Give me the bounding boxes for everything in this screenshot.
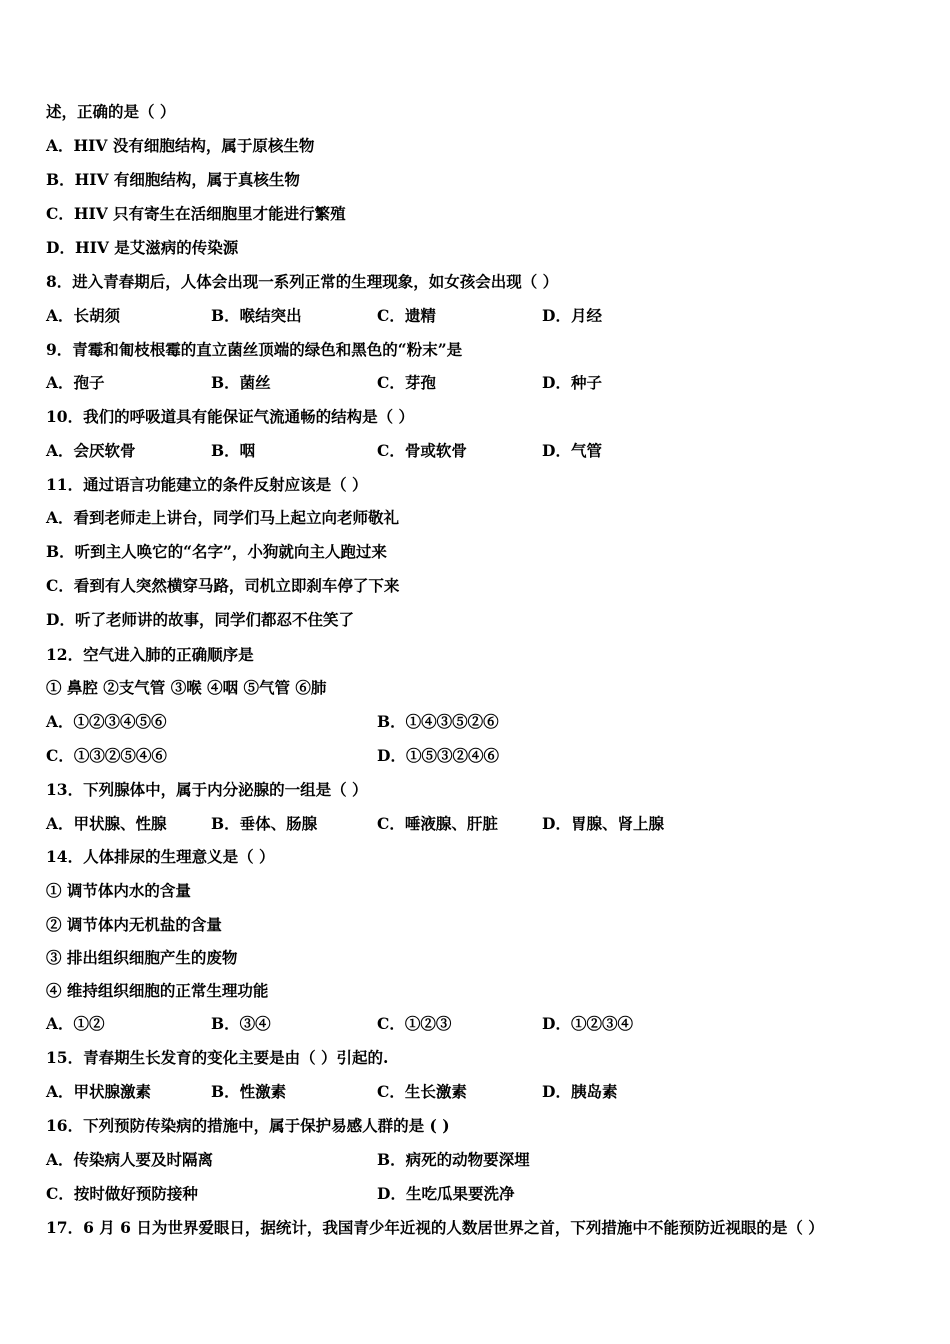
q15-option-b: B．性激素 [211,1082,287,1101]
q14-option-c: C．①②③ [377,1014,452,1033]
q12-option-c: C．①③②⑤④⑥ [46,746,167,765]
q7-option-d: D．HIV 是艾滋病的传染源 [46,238,239,257]
q13-stem: 13．下列腺体中，属于内分泌腺的一组是（ ） [46,780,368,799]
q8-option-c: C．遗精 [377,306,436,325]
q15-option-c: C．生长激素 [377,1082,467,1101]
q17-stem: 17．6 月 6 日为世界爱眼日，据统计，我国青少年近视的人数居世界之首，下列措施中不能预防近视眼的是（ ） [46,1218,824,1237]
q16-option-b: B．病死的动物要深埋 [377,1150,530,1169]
q8-option-b: B．喉结突出 [211,306,302,325]
q7-option-a: A．HIV 没有细胞结构，属于原核生物 [46,136,315,155]
q15-stem: 15．青春期生长发育的变化主要是由（ ）引起的. [46,1048,389,1067]
q12-option-d: D．①⑤③②④⑥ [377,746,499,765]
q16-option-c: C．按时做好预防接种 [46,1184,198,1203]
q10-stem: 10．我们的呼吸道具有能保证气流通畅的结构是（ ） [46,407,414,426]
q7-option-b: B．HIV 有细胞结构，属于真核生物 [46,170,300,189]
q14-statement-3: ③ 排出组织细胞产生的废物 [46,948,238,967]
q14-statement-2: ② 调节体内无机盐的含量 [46,915,222,934]
q13-option-a: A．甲状腺、性腺 [46,814,167,833]
q7-stem-tail: 述，正确的是（ ） [46,102,176,121]
q12-list: ① 鼻腔 ②支气管 ③喉 ④咽 ⑤气管 ⑥肺 [46,678,327,697]
q14-option-a: A．①② [46,1014,105,1033]
q12-option-b: B．①④③⑤②⑥ [377,712,499,731]
q12-option-a: A．①②③④⑤⑥ [46,712,167,731]
q14-statement-4: ④ 维持组织细胞的正常生理功能 [46,981,269,1000]
q14-option-d: D．①②③④ [542,1014,633,1033]
q10-option-b: B．咽 [211,441,256,460]
q9-option-c: C．芽孢 [377,373,436,392]
q9-option-b: B．菌丝 [211,373,271,392]
q15-option-a: A．甲状腺激素 [46,1082,152,1101]
q13-option-b: B．垂体、肠腺 [211,814,318,833]
q8-stem: 8．进入青春期后，人体会出现一系列正常的生理现象，如女孩会出现（ ） [46,272,559,291]
q14-stem: 14．人体排尿的生理意义是（ ） [46,847,275,866]
q16-stem: 16．下列预防传染病的措施中，属于保护易感人群的是 ( ) [46,1116,450,1135]
q7-option-c: C．HIV 只有寄生在活细胞里才能进行繁殖 [46,204,346,223]
q10-option-a: A．会厌软骨 [46,441,136,460]
q16-option-d: D．生吃瓜果要洗净 [377,1184,515,1203]
q9-option-d: D．种子 [542,373,602,392]
q16-option-a: A．传染病人要及时隔离 [46,1150,214,1169]
q11-stem: 11．通过语言功能建立的条件反射应该是（ ） [46,475,368,494]
q8-option-d: D．月经 [542,306,602,325]
q13-option-c: C．唾液腺、肝脏 [377,814,498,833]
q12-stem: 12．空气进入肺的正确顺序是 [46,645,254,664]
q11-option-c: C．看到有人突然横穿马路，司机立即刹车停了下来 [46,576,400,595]
q11-option-d: D．听了老师讲的故事，同学们都忍不住笑了 [46,610,354,629]
q10-option-c: C．骨或软骨 [377,441,467,460]
q14-option-b: B．③④ [211,1014,271,1033]
q11-option-b: B．听到主人唤它的“名字”，小狗就向主人跑过来 [46,542,387,561]
q13-option-d: D．胃腺、肾上腺 [542,814,664,833]
q14-statement-1: ① 调节体内水的含量 [46,881,191,900]
q8-option-a: A．长胡须 [46,306,121,325]
q9-option-a: A．孢子 [46,373,105,392]
q9-stem: 9．青霉和匍枝根霉的直立菌丝顶端的绿色和黑色的“粉末”是 [46,340,463,359]
q15-option-d: D．胰岛素 [542,1082,618,1101]
q10-option-d: D．气管 [542,441,602,460]
q11-option-a: A．看到老师走上讲台，同学们马上起立向老师敬礼 [46,508,400,527]
